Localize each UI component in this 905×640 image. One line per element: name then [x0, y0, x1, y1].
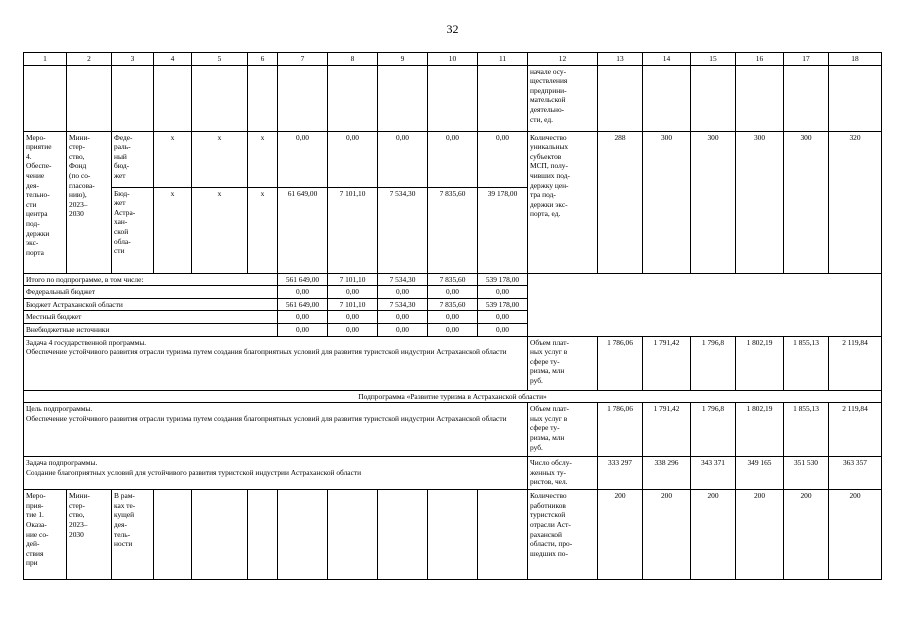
funding-source: Бюд- жет Астра- хан- ской обла- сти	[112, 187, 154, 273]
x-mark: x	[192, 131, 248, 187]
indicator-value: 1 786,06	[598, 403, 643, 457]
target-value: 300	[691, 131, 736, 273]
empty-cell	[328, 490, 378, 580]
totals-label: Местный бюджет	[24, 311, 278, 324]
measure-1-name: Меро- прия- тие 1. Оказа- ние со- дей- ствия при	[24, 490, 67, 580]
empty-cell	[278, 490, 328, 580]
amount-cell: 0,00	[478, 131, 528, 187]
empty-cell	[192, 490, 248, 580]
total-value: 0,00	[478, 323, 528, 336]
empty-cell	[378, 65, 428, 131]
indicator-value: 200	[784, 490, 829, 580]
target-value: 300	[736, 131, 784, 273]
amount-cell: 7 835,60	[428, 187, 478, 273]
empty-cell	[478, 65, 528, 131]
measure-4-federal-row	[24, 131, 882, 187]
empty-cell	[24, 65, 67, 131]
subtask-text: Задача подпрограммы. Создание благоприятных условий для устойчивого развития туристской индустрии Астраханской области	[24, 457, 528, 490]
column-header: 17	[784, 53, 829, 66]
amount-cell: 0,00	[278, 131, 328, 187]
column-header: 1	[24, 53, 67, 66]
empty-cell	[154, 65, 192, 131]
total-value: 0,00	[428, 311, 478, 324]
column-header: 11	[478, 53, 528, 66]
column-header: 2	[67, 53, 112, 66]
column-header: 5	[192, 53, 248, 66]
goal-text: Цель подпрограммы. Обеспечение устойчивого развития отрасли туризма путем создания благоприятных условий для развития туристской индустрии Астраханской области	[24, 403, 528, 457]
total-value: 7 534,30	[378, 298, 428, 311]
subtask-indicator: Число обслу- женных ту- ристов, чел.	[528, 457, 598, 490]
total-value: 539 178,00	[478, 273, 528, 286]
column-header: 16	[736, 53, 784, 66]
indicator-value: 1 786,06	[598, 336, 643, 390]
goal-indicator: Объем плат- ных услуг в сфере ту- ризма, млн руб.	[528, 403, 598, 457]
column-header: 7	[278, 53, 328, 66]
indicator-value: 200	[829, 490, 882, 580]
measure-4-name: Меро- приятие 4. Обеспе- чение дея- тельно- сти центра под- держки экс- порта	[24, 131, 67, 273]
continuation-row	[24, 65, 882, 131]
totals-label: Итого по подпрограмме, в том числе:	[24, 273, 278, 286]
totals-label: Внебюджетные источники	[24, 323, 278, 336]
total-value: 539 178,00	[478, 298, 528, 311]
column-header: 9	[378, 53, 428, 66]
task-4-text: Задача 4 государственной программы. Обеспечение устойчивого развития отрасли туризма путем создания благоприятных условий для развития туристской индустрии Астраханской области	[24, 336, 528, 390]
empty-cell	[112, 65, 154, 131]
empty-cell	[784, 65, 829, 131]
empty-cell	[736, 65, 784, 131]
empty-cell	[643, 65, 691, 131]
column-header: 15	[691, 53, 736, 66]
empty-cell	[192, 65, 248, 131]
indicator-value: 1 796,8	[691, 403, 736, 457]
amount-cell: 39 178,00	[478, 187, 528, 273]
total-value: 0,00	[278, 323, 328, 336]
task-4-indicator: Объем плат- ных услуг в сфере ту- ризма, млн руб.	[528, 336, 598, 390]
column-header: 18	[829, 53, 882, 66]
totals-label: Бюджет Астраханской области	[24, 298, 278, 311]
indicator-value: 1 791,42	[643, 336, 691, 390]
target-value: 300	[643, 131, 691, 273]
amount-cell: 0,00	[328, 131, 378, 187]
measure-4-executor: Мини- стер- ство, Фонд (по со- гласова- нию), 2023– 2030	[67, 131, 112, 273]
program-table	[23, 52, 882, 580]
empty-cell	[528, 273, 882, 336]
subtask-row	[24, 457, 882, 490]
empty-cell	[378, 490, 428, 580]
indicator-value: 2 119,84	[829, 336, 882, 390]
x-mark: x	[154, 131, 192, 187]
total-value: 561 649,00	[278, 273, 328, 286]
indicator-value: 200	[736, 490, 784, 580]
column-header: 12	[528, 53, 598, 66]
column-header: 4	[154, 53, 192, 66]
task-4-row	[24, 336, 882, 390]
column-header: 10	[428, 53, 478, 66]
subprogram-title: Подпрограмма «Развитие туризма в Астраханской области»	[24, 390, 882, 403]
column-header: 13	[598, 53, 643, 66]
total-value: 0,00	[328, 323, 378, 336]
column-header-row	[24, 53, 882, 66]
measure-4-indicator: Количество уникальных субъектов МСП, полу- чивших под- держку цен- тра под- держки экс- порта, ед.	[528, 131, 598, 273]
total-value: 0,00	[378, 311, 428, 324]
indicator-value: 200	[691, 490, 736, 580]
total-value: 0,00	[328, 311, 378, 324]
total-value: 7 835,60	[428, 298, 478, 311]
indicator-value: 200	[643, 490, 691, 580]
amount-cell: 61 649,00	[278, 187, 328, 273]
empty-cell	[278, 65, 328, 131]
column-header: 6	[248, 53, 278, 66]
column-header: 8	[328, 53, 378, 66]
column-header: 14	[643, 53, 691, 66]
indicator-value: 1 802,19	[736, 336, 784, 390]
indicator-value: 1 791,42	[643, 403, 691, 457]
empty-cell	[248, 490, 278, 580]
total-value: 0,00	[328, 286, 378, 299]
total-value: 0,00	[428, 286, 478, 299]
empty-cell	[154, 490, 192, 580]
indicator-value: 351 530	[784, 457, 829, 490]
total-value: 0,00	[428, 323, 478, 336]
measure-1-indicator: Количество работников туристской отрасли Аст- раханской области, про- шедших по-	[528, 490, 598, 580]
x-mark: x	[248, 131, 278, 187]
indicator-value: 1 855,13	[784, 403, 829, 457]
x-mark: x	[248, 187, 278, 273]
total-value: 561 649,00	[278, 298, 328, 311]
total-value: 0,00	[278, 311, 328, 324]
target-value: 300	[784, 131, 829, 273]
empty-cell	[328, 65, 378, 131]
total-value: 7 101,10	[328, 273, 378, 286]
total-value: 7 835,60	[428, 273, 478, 286]
totals-label: Федеральный бюджет	[24, 286, 278, 299]
indicator-value: 338 296	[643, 457, 691, 490]
amount-cell: 0,00	[428, 131, 478, 187]
indicator-value: 343 371	[691, 457, 736, 490]
subprogram-title-row	[24, 390, 882, 403]
indicator-value: 349 165	[736, 457, 784, 490]
empty-cell	[67, 65, 112, 131]
measure-1-executor: Мини- стер- ство, 2023– 2030	[67, 490, 112, 580]
total-value: 7 534,30	[378, 273, 428, 286]
indicator-value: 363 357	[829, 457, 882, 490]
total-value: 0,00	[378, 323, 428, 336]
total-value: 0,00	[378, 286, 428, 299]
target-value: 288	[598, 131, 643, 273]
measure-1-row	[24, 490, 882, 580]
empty-cell	[829, 65, 882, 131]
column-header: 3	[112, 53, 154, 66]
empty-cell	[478, 490, 528, 580]
total-value: 7 101,10	[328, 298, 378, 311]
indicator-value: 200	[598, 490, 643, 580]
empty-cell	[691, 65, 736, 131]
amount-cell: 0,00	[378, 131, 428, 187]
amount-cell: 7 534,30	[378, 187, 428, 273]
total-value: 0,00	[478, 286, 528, 299]
page-number: 32	[446, 22, 459, 36]
funding-source: В рам- ках те- кущей дея- тель- ности	[112, 490, 154, 580]
empty-cell	[598, 65, 643, 131]
indicator-value: 1 796,8	[691, 336, 736, 390]
target-value: 320	[829, 131, 882, 273]
amount-cell: 7 101,10	[328, 187, 378, 273]
indicator-value: 333 297	[598, 457, 643, 490]
total-value: 0,00	[278, 286, 328, 299]
x-mark: x	[192, 187, 248, 273]
indicator-value: 2 119,84	[829, 403, 882, 457]
indicator-value: 1 802,19	[736, 403, 784, 457]
x-mark: x	[154, 187, 192, 273]
empty-cell	[248, 65, 278, 131]
goal-row	[24, 403, 882, 457]
funding-source: Феде- раль- ный бюд- жет	[112, 131, 154, 187]
total-value: 0,00	[478, 311, 528, 324]
empty-cell	[428, 65, 478, 131]
empty-cell	[428, 490, 478, 580]
indicator-value: 1 855,13	[784, 336, 829, 390]
indicator-continuation: начале осу- ществления предприни- мательской деятельно- сти, ед.	[528, 65, 598, 131]
totals-row	[24, 273, 882, 286]
